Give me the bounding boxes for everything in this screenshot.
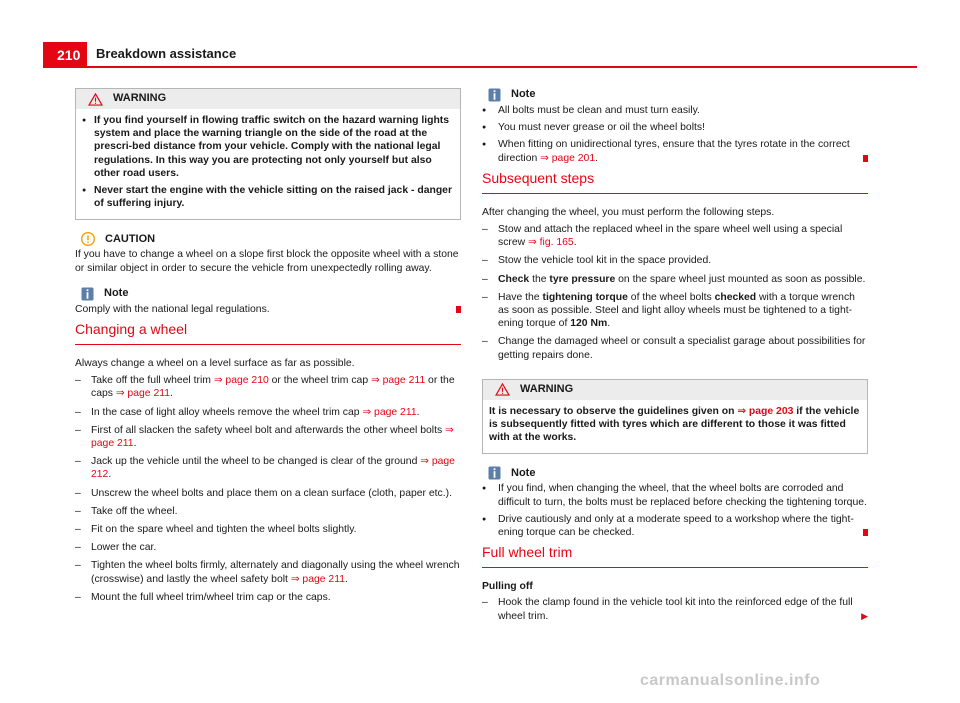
warning-header — [76, 89, 460, 109]
section-title-full-wheel-trim: Full wheel trim — [482, 543, 868, 568]
step-item: – Take off the full wheel trim ⇒ page 210 or the wheel trim cap ⇒ page 211 or the caps ⇒ page 211. — [75, 374, 461, 400]
step-item: – Have the tightening torque of the wheel bolts checked with a torque wrench as soon as possible. Steel and light alloy wheels must be tightened to a tight-ening torque of 120 Nm. — [482, 291, 868, 331]
page-reference: ⇒ page 212 — [91, 456, 455, 481]
section-end-mark — [863, 529, 868, 536]
info-icon — [488, 466, 501, 480]
page-reference: ⇒ page 210 — [213, 375, 269, 387]
caution-header — [75, 232, 461, 246]
note-title: Note — [511, 466, 536, 479]
section-intro: Always change a wheel on a level surface as far as possible. — [75, 358, 355, 370]
page-reference: ⇒ page 211 — [362, 406, 417, 418]
step-item: – In the case of light alloy wheels remove the wheel trim cap ⇒ page 211. — [75, 406, 461, 419]
step-item: – Hook the clamp found in the vehicle tool kit into the reinforced edge of the full wheel trim. ▶ — [482, 596, 868, 622]
warning-header — [483, 380, 867, 400]
watermark: carmanualsonline.info — [640, 672, 821, 689]
step-item: – Fit on the spare wheel and tighten the wheel bolts slightly. — [75, 523, 461, 536]
note-title: Note — [104, 287, 129, 300]
warning-triangle-icon — [495, 383, 510, 396]
step-item: – Take off the wheel. — [75, 505, 461, 518]
warning-item: ● If you find yourself in flowing traffic switch on the hazard warning lights system and place the warning triangle on the side of the road at the prescri-bed distance from your vehicle. Comply with the national legal regulations. In this way you are protecting not only yourself but also other road users. — [82, 114, 454, 180]
figure-reference: ⇒ fig. 165 — [528, 237, 574, 249]
warning-title: WARNING — [113, 92, 167, 105]
step-item: – Jack up the vehicle until the wheel to be changed is clear of the ground ⇒ page 212. — [75, 455, 461, 481]
warning-box-1 — [75, 88, 461, 220]
caution-text: If you have to change a wheel on a slope first block the opposite wheel with a stone or similar object in order to secure the vehicle from unexpectedly rolling away. — [75, 249, 459, 274]
page-reference: ⇒ page 211 — [290, 573, 345, 585]
note-title: Note — [511, 88, 536, 101]
note-header — [482, 88, 868, 102]
note-header — [482, 466, 868, 480]
caution-exclamation-icon — [81, 232, 95, 246]
step-item: – Stow the vehicle tool kit in the space provided. — [482, 254, 868, 267]
step-item: – Stow and attach the replaced wheel in the spare wheel well using a special screw ⇒ fig. 165. — [482, 223, 868, 249]
warning-text: It is necessary to observe the guidelines given on ⇒ page 203 if the vehicle is subsequently fitted with tyres which are different to those it was fitted with at the works. — [489, 405, 860, 444]
chapter-title: Breakdown assistance — [96, 46, 237, 61]
warning-body — [483, 400, 867, 454]
page-reference: ⇒ page 211 — [370, 375, 426, 387]
page-reference: ⇒ page 211 — [115, 388, 171, 400]
warning-box-2 — [482, 379, 868, 455]
right-column — [482, 88, 868, 628]
note-item: ● All bolts must be clean and must turn easily. — [482, 104, 868, 117]
note-header — [75, 287, 461, 301]
step-item: – Lower the car. — [75, 541, 461, 554]
section-title-subsequent-steps: Subsequent steps — [482, 169, 868, 194]
page-reference: ⇒ page 201 — [540, 152, 596, 164]
step-item: – Change the damaged wheel or consult a specialist garage about possibilities for getting repairs done. — [482, 335, 868, 361]
note-item: ● Drive cautiously and only at a moderate speed to a workshop where the tight-ening torque can be checked. — [482, 513, 868, 539]
step-item: – First of all slacken the safety wheel bolt and afterwards the other wheel bolts ⇒ page 211. — [75, 424, 461, 450]
page-header — [0, 0, 960, 70]
page-number: 210 — [43, 42, 87, 68]
caution-title: CAUTION — [105, 232, 156, 245]
section-end-mark — [863, 155, 868, 162]
step-item: – Unscrew the wheel bolts and place them on a clean surface (cloth, paper etc.). — [75, 487, 461, 500]
header-rule — [87, 66, 917, 68]
page-reference: ⇒ page 211 — [91, 424, 454, 450]
section-title-changing-wheel: Changing a wheel — [75, 320, 461, 345]
note-text: Comply with the national legal regulations. — [75, 303, 461, 316]
left-column — [75, 88, 461, 609]
note-item: ● If you find, when changing the wheel, that the wheel bolts are corroded and difficult to turn, the bolts must be replaced before checking the tightening torque. — [482, 482, 868, 508]
step-item: – Tighten the wheel bolts firmly, alternately and diagonally using the wheel wrench (crosswise) and lastly the wheel safety bolt ⇒ page 211. — [75, 559, 461, 585]
continue-arrow-icon: ▶ — [861, 610, 868, 621]
section-intro: After changing the wheel, you must perform the following steps. — [482, 206, 775, 218]
warning-item: ● Never start the engine with the vehicle sitting on the raised jack - danger of suffering injury. — [82, 184, 454, 210]
note-item: ● You must never grease or oil the wheel bolts! — [482, 121, 868, 134]
step-item: – Check the tyre pressure on the spare wheel just mounted as soon as possible. — [482, 273, 868, 286]
warning-triangle-icon — [88, 93, 103, 106]
section-end-mark — [456, 306, 461, 313]
page-reference: ⇒ page 203 — [737, 405, 794, 417]
warning-title: WARNING — [520, 383, 574, 396]
info-icon — [488, 88, 501, 102]
step-item: – Mount the full wheel trim/wheel trim cap or the caps. — [75, 591, 461, 604]
note-item: ● When fitting on unidirectional tyres, ensure that the tyres rotate in the correct direction ⇒ page 201. — [482, 138, 868, 164]
subsection-heading: Pulling off — [482, 581, 533, 593]
info-icon — [81, 287, 94, 301]
warning-body — [76, 109, 460, 219]
